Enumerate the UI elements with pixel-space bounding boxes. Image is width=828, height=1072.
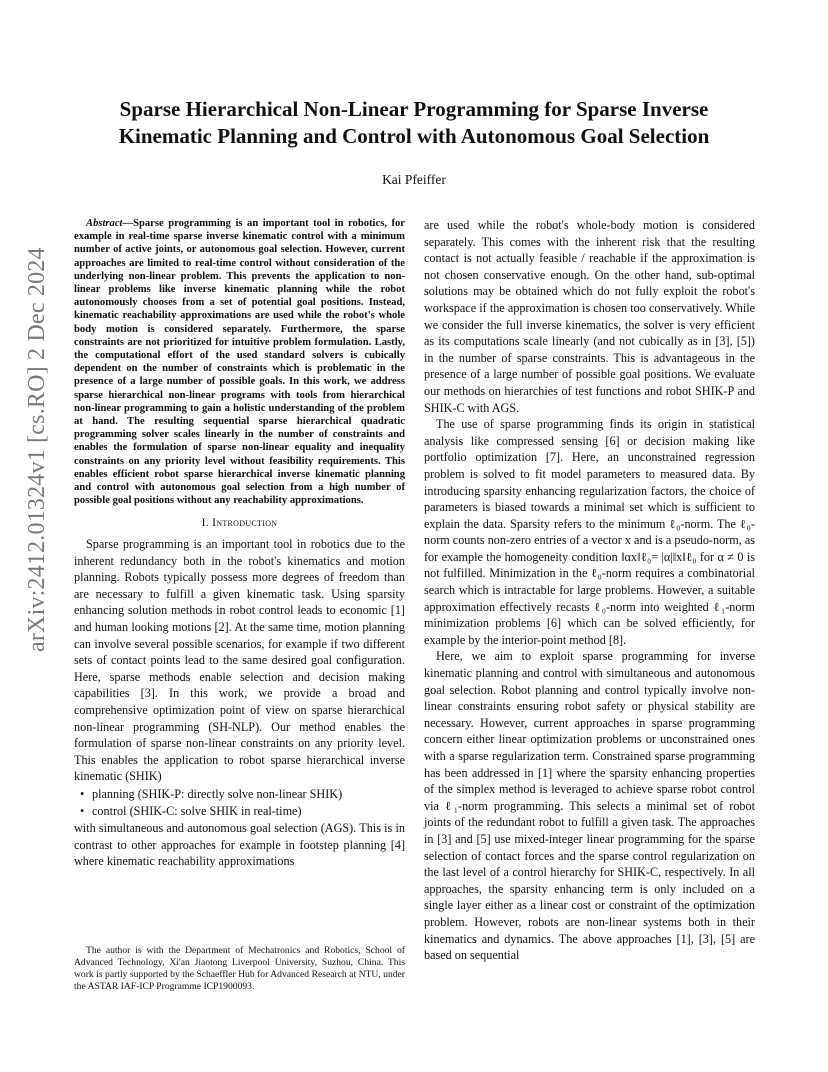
intro-paragraph-1: Sparse programming is an important tool in robotics due to the inherent redundancy both in the robot's kinematics and motion planning. Robots typically possess more degrees of freedom than are necessary to fulfill a given kinematic task. Using sparsity enhancing solution methods in robot control leads to economic [1] and human looking motions [2]. At the same time, motion planning can involve several possible scenarios, for example if two different sets of contact points lead to the same desired goal configuration. Here, sparse methods enable selection and decision making capabilities [3]. In this work, we provide a broad and comprehensive optimization point of view on sparse hierarchical non-linear programming (SH-NLP). Our method enables the formulation of sparse non-linear constraints on any priority level. This enables the application to robot sparse hierarchical inverse kinematic (SHIK) [74, 537, 405, 784]
arxiv-identifier-text: arXiv:2412.01324v1 [cs.RO] 2 Dec 2024 [24, 247, 50, 652]
abstract-text: Sparse programming is an important tool in robotics, for example in real-time sparse inverse kinematic control with a minimum number of active joints, or autonomous goal selection. However, current approaches are limited to real-time control without consideration of the underlying non-linear problem. This prevents the application to non-linear problems like inverse kinematic planning while the robot autonomously chooses from a set of potential goal positions. Instead, kinematic reachability approximations are used while the robot's whole body motion is considered separately. Furthermore, the sparse constraints are not prioritized for intuitive problem formulation. Lastly, the computational effort of the used standard solvers is cubically dependent on the number of constraints which is problematic in the presence of a large number of possible goals. In this work, we address sparse hierarchical non-linear programs with tools from hierarchical non-linear programming to gain a holistic understanding of the problem at hand. The resulting sequential sparse hierarchical quadratic programming solver scales linearly in the number of constraints and enables the formulation of sparse non-linear equality and inequality constraints on any priority level without feasibility requirements. This enables efficient robot sparse hierarchical inverse kinematic planning and control with autonomous goal selection from a high number of possible goal positions without any reachability approximations. [74, 218, 405, 507]
paper-title: Sparse Hierarchical Non-Linear Programming for Sparse Inverse Kinematic Planning and Control with Autonomous Goal Selection [118, 97, 710, 148]
intro-paragraph-2: with simultaneous and autonomous goal selection (AGS). This is in contrast to other approaches for example in footstep planning [4] where kinematic reachability approximations [74, 821, 405, 869]
shik-bullet-list [74, 786, 405, 819]
section-name: Introduction [212, 517, 278, 530]
arxiv-identifier-stamp [20, 247, 56, 652]
section-heading-introduction [74, 515, 405, 532]
section-numeral: I. [201, 517, 213, 530]
paper-author: Kai Pfeiffer [382, 172, 446, 187]
right-column [424, 217, 755, 964]
bullet-item-control: • control (SHIK-C: solve SHIK in real-time) [92, 803, 405, 820]
right-paragraph-1: are used while the robot's whole-body motion is considered separately. This comes with the inherent risk that the resulting contact is not actually feasible / reachable if the approximation is not chosen conservative enough. On the other hand, sub-optimal solutions may be obtained which do not fully exploit the robot's workspace if the approximation is chosen too conservatively. While we consider the full inverse kinematics, the solver is very efficient as its computations scale linearly (and not cubically as in [3], [5]) in the number of sparse constraints. This is advantageous in the presence of a large number of possible goal positions. We evaluate our methods on hierarchies of test functions and robot SHIK-P and SHIK-C with AGS. [424, 218, 755, 415]
abstract [74, 217, 405, 507]
right-paragraph-3: Here, we aim to exploit sparse programming for inverse kinematic planning and control with simultaneous and autonomous goal selection. Robot planning and control typically involve non-linear constraints ensuring robot safety or physical stability are necessary. However, current approaches in sparse programming concern either linear optimization problems or unconstrained ones with a sparse regularization term. Constrained sparse programming has been addressed in [1] where the sparsity enhancing properties of the simplex method is leveraged to achieve sparse robot control via ℓ₁-norm programming. This selects a minimal set of robot joints of the redundant robot to fulfill a given task. The approaches in [3] and [5] use mixed-integer linear programming for the sparse selection of contact forces and the sparse control regularization on the last level of a control hierarchy for SHIK-C, respectively. In all approaches, the sparsity enhancing term is only included on a single layer either as a linear cost or constraint of the optimization problem. However, robots are non-linear systems both in their kinematics and dynamics. The above approaches [1], [3], [5] are based on sequential [424, 649, 755, 963]
author-footnote: The author is with the Department of Mechatronics and Robotics, School of Advanced Technology, Xi'an Jiaotong Liverpool University, Suzhou, China. This work is partly supported by the Schaeffler Hub for Advanced Research at NTU, under the ASTAR IAF-ICP Programme ICP1900093. [74, 945, 405, 992]
bullet-item-planning: • planning (SHIK-P: directly solve non-linear SHIK) [92, 786, 405, 803]
abstract-dash: — [122, 218, 134, 229]
abstract-label: Abstract [86, 218, 123, 229]
left-column [74, 217, 405, 870]
right-paragraph-2: The use of sparse programming finds its origin in statistical analysis like compressed sensing [6] or decision making like portfolio optimization [7]. Here, an unconstrained regression problem is solved to fit model parameters to measured data. By introducing sparsity enhancing regularization factors, the choice of parameters is biased towards a minimal set which is sufficient to explain the data. Sparsity refers to the minimum ℓ₀-norm. The ℓ₀-norm counts non-zero entries of a vector x and is a pseudo-norm, as for example the homogeneity condition ‖αx‖ℓ₀= |α|‖x‖ℓ₀ for α ≠ 0 is not fulfilled. Minimization in the ℓ₀-norm requires a combinatorial search which is intractable for large problems. However, a suitable approximation effectively recasts ℓ₀-norm into weighted ℓ₁-norm minimization problems [6] which can be solved efficiently, for example by the interior-point method [8]. [424, 417, 755, 647]
